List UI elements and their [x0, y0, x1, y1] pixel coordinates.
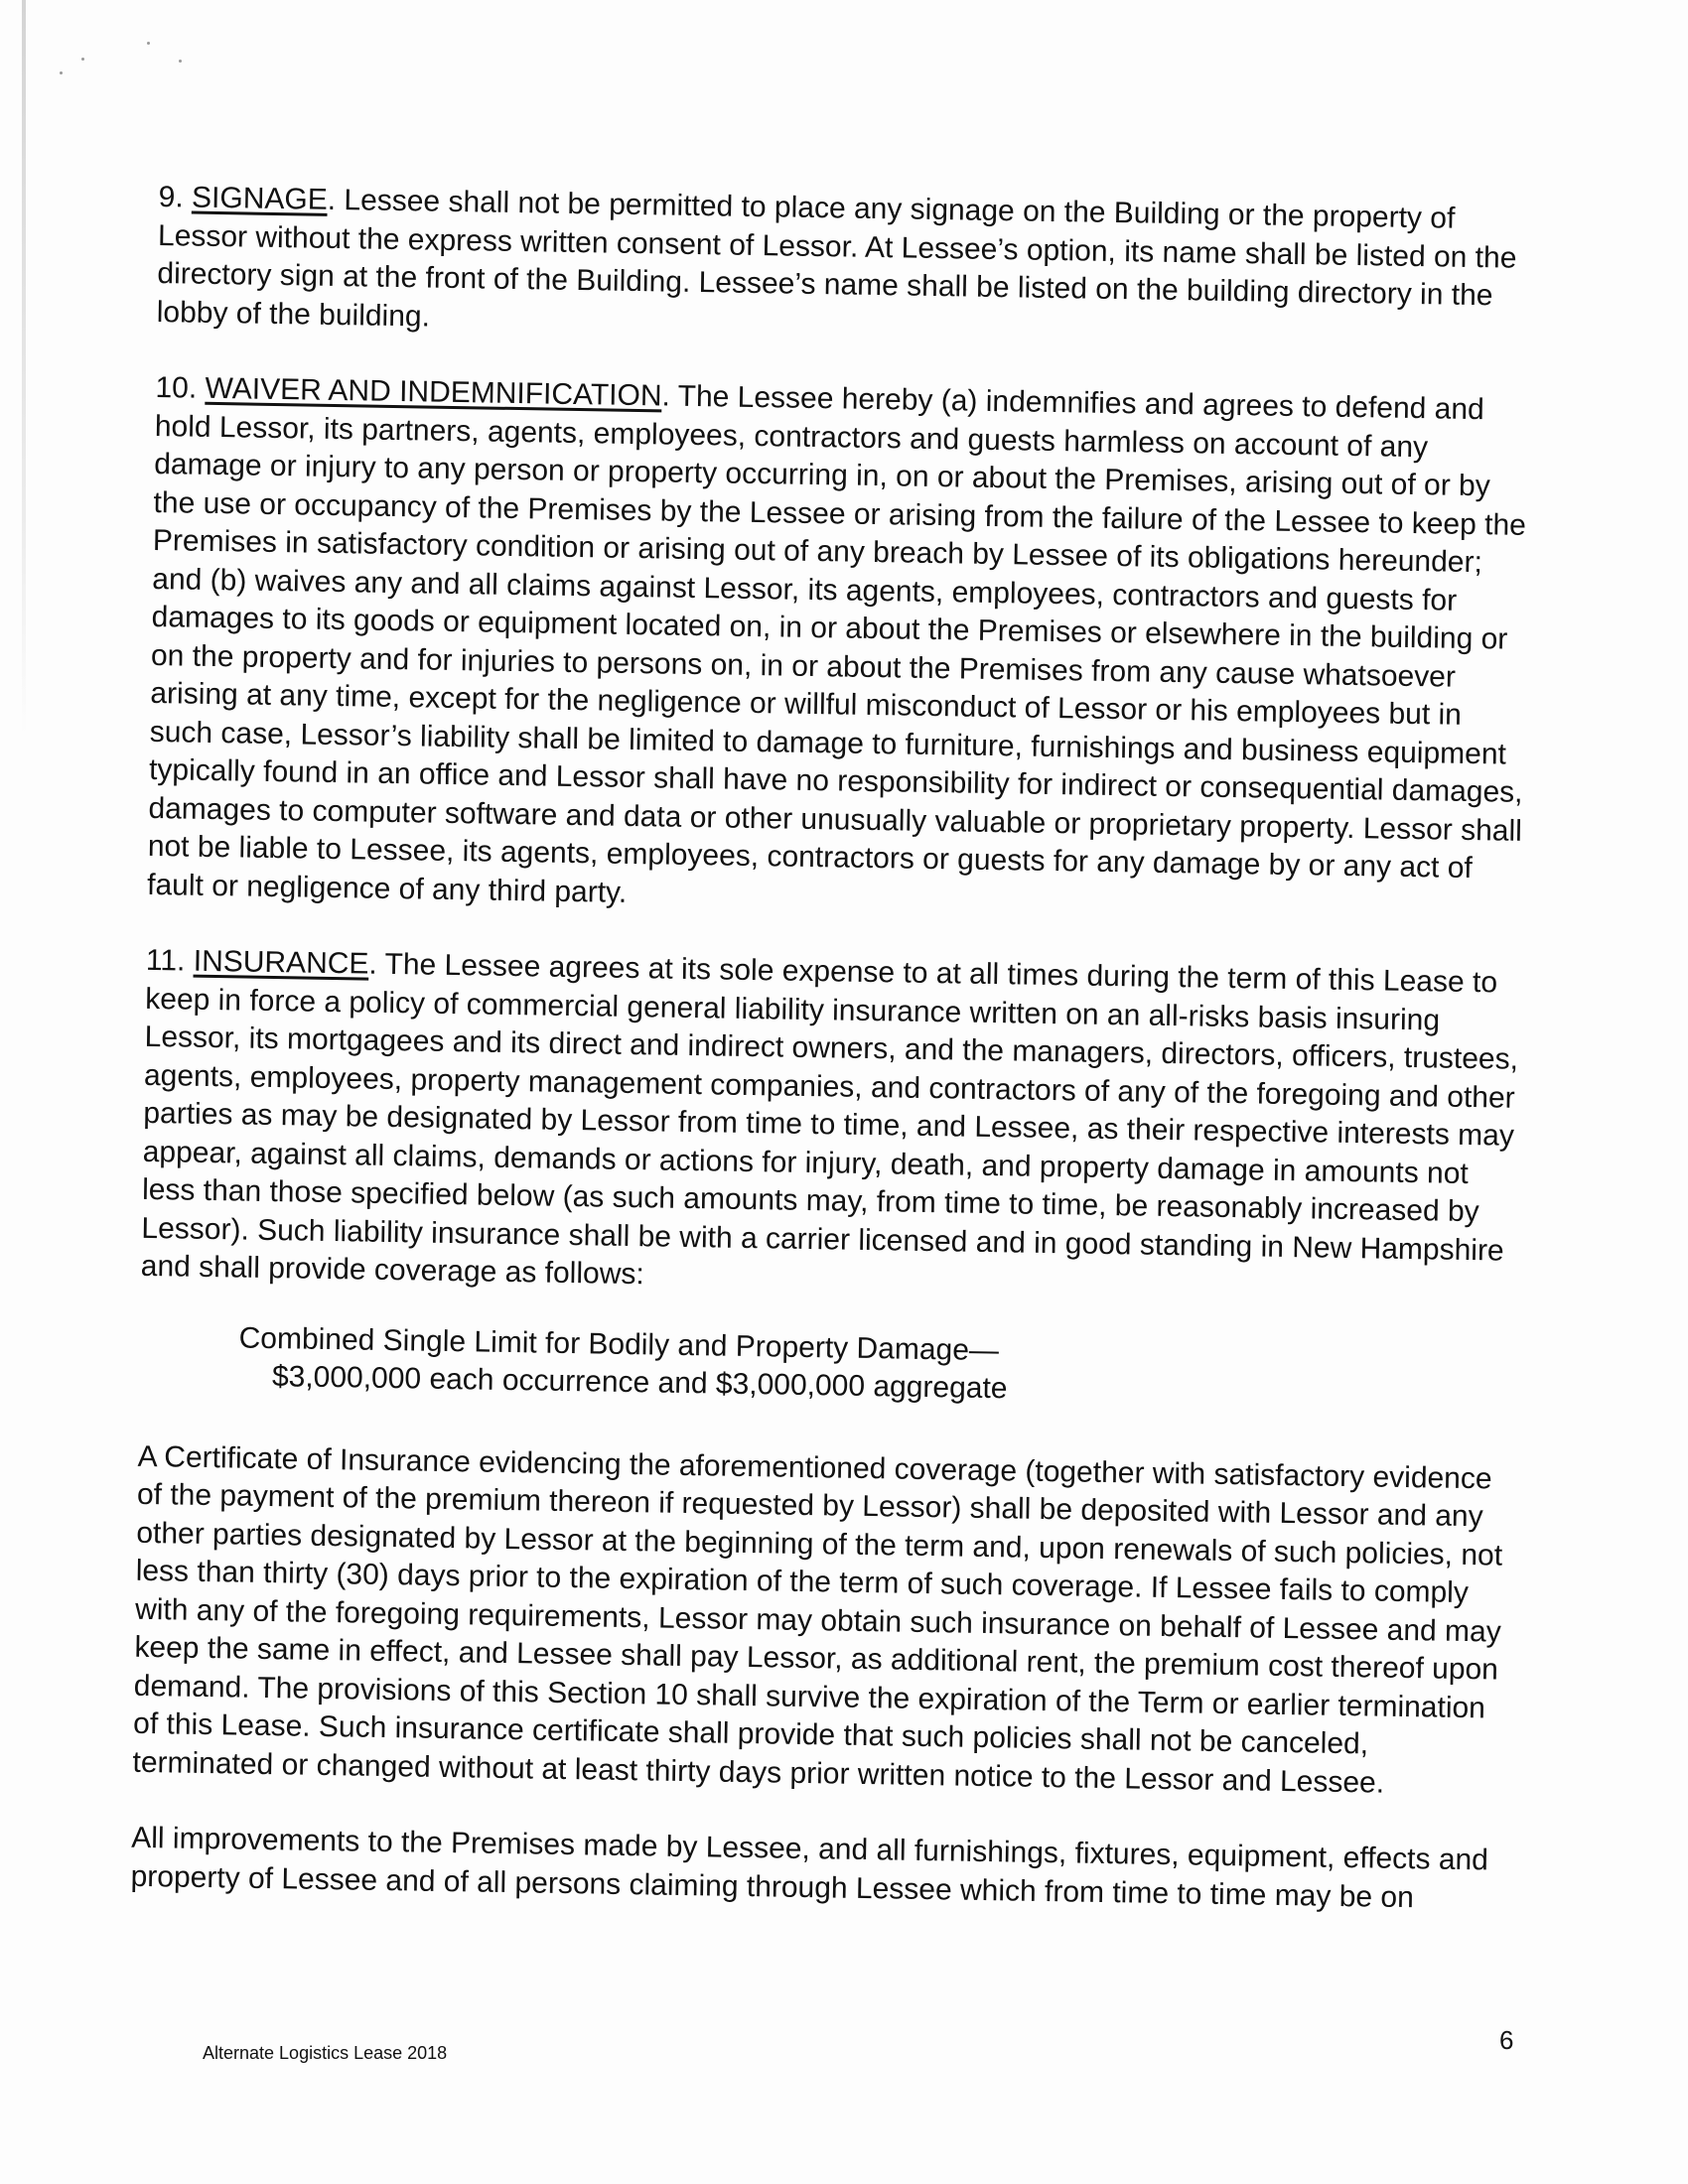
certificate-paragraph: A Certificate of Insurance evidencing the aforementioned coverage (together with satisfactory evidence of the payment of the premium thereon if requested by Lessor) shall be deposited with Lessor and any other parties designated by Lessor at the beginning of the term and, upon renewals of such policies, not less than thirty (30) days prior to the expiration of the term of such coverage. If Lessee fails to comply with any of the foregoing requirements, Lessor may obtain such insurance on behalf of Lessee and may keep the same in effect, and Lessee shall pay Lessor, as additional rent, the premium cost thereof upon demand. The provisions of this Section 10 shall survive the expiration of the Term or earlier termination of this Lease. Such insurance certificate shall provide that such policies shall not be canceled, terminated or changed without at least thirty days prior written notice to the Lessor and Lessee. — [132, 1439, 1503, 1800]
section-number: 9. — [158, 180, 184, 214]
section-signage — [156, 179, 1538, 354]
section-text: . Lessee shall not be permitted to place any signage on the Building or the property of Lessor without the express written consent of Lessor. At Lessee’s option, its name shall be listed on the directory sign at the front of the Building. Lessee’s name shall be listed on the building directory in the lobby of the building. — [156, 183, 1517, 334]
section-heading: INSURANCE — [193, 944, 369, 981]
scan-edge-shadow — [22, 0, 26, 735]
section-insurance — [141, 942, 1527, 1308]
section-text: . The Lessee agrees at its sole expense to at all times during the term of this Lease to keep in force a policy of commercial general liability insurance written on an all-risks basis insuring Lessor, its mortgagees and its direct and indirect owners, and the managers, directors, officers, trustees, agents, employees, property management companies, and contractors of any of the foregoing and other parties as may be designated by Lessor from time to time, and Lessee, as their respective interests may appear, against all claims, demands or actions for injury, death, and property damage in amounts not less than those specified below (as such amounts may, from time to time, be reasonably increased by Lessor). Such liability insurance shall be with a carrier licensed and in good standing in New Hampshire and shall provide coverage as follows: — [140, 947, 1519, 1292]
scan-speck — [60, 71, 63, 74]
scan-speck — [81, 58, 84, 61]
coverage-limit-block — [238, 1319, 1520, 1417]
section-heading: SIGNAGE — [191, 181, 329, 216]
section-heading: WAIVER AND INDEMNIFICATION — [205, 371, 662, 413]
scan-speck — [147, 42, 150, 45]
section-number: 11. — [145, 943, 186, 978]
coverage-limit-line: Combined Single Limit for Bodily and Property Damage— — [238, 1321, 1000, 1367]
section-number: 10. — [155, 370, 198, 405]
section-waiver-indemnification — [147, 369, 1536, 927]
footer-document-title: Alternate Logistics Lease 2018 — [203, 2043, 448, 2063]
page-number: 6 — [1499, 2025, 1514, 2055]
improvements-paragraph: All improvements to the Premises made by Lessee, and all furnishings, fixtures, equipment, effects and property of Lessee and of all persons claiming through Lessee which from time to time may be on — [130, 1821, 1489, 1914]
document-body — [130, 179, 1539, 1957]
coverage-amount-line: $3,000,000 each occurrence and $3,000,000 aggregate — [271, 1360, 1008, 1406]
scan-speck — [179, 60, 182, 63]
section-text: . The Lessee hereby (a) indemnifies and agrees to defend and hold Lessor, its partners, agents, employees, contractors and guests harmless on account of any damage or injury to any person or property occurring in, on or about the Premises, arising out of or by the use or occupancy of the Premises by the Lessee or arising from the failure of the Lessee to keep the Premises in satisfactory condition or arising out of any breach by Lessee of its obligations hereunder; and (b) waives any and all claims against Lessor, its agents, employees, contractors and guests for damages to its goods or equipment located on, in or about the Premises or elsewhere in the building or on the property and for injuries to persons on, in or about the Premises from any cause whatsoever arising at any time, except for the negligence or willful misconduct of Lessor or his employees but in such case, Lessor’s liability shall be limited to damage to furniture, furnishings and business equipment typically found in an office and Lessor shall have no responsibility for indirect or consequential damages, damages to computer software and data or other unusually valuable or proprietary property. Lessor shall not be liable to Lessee, its agents, employees, contractors or guests for any damage by or any act of fault or negligence of any third party. — [146, 379, 1527, 909]
